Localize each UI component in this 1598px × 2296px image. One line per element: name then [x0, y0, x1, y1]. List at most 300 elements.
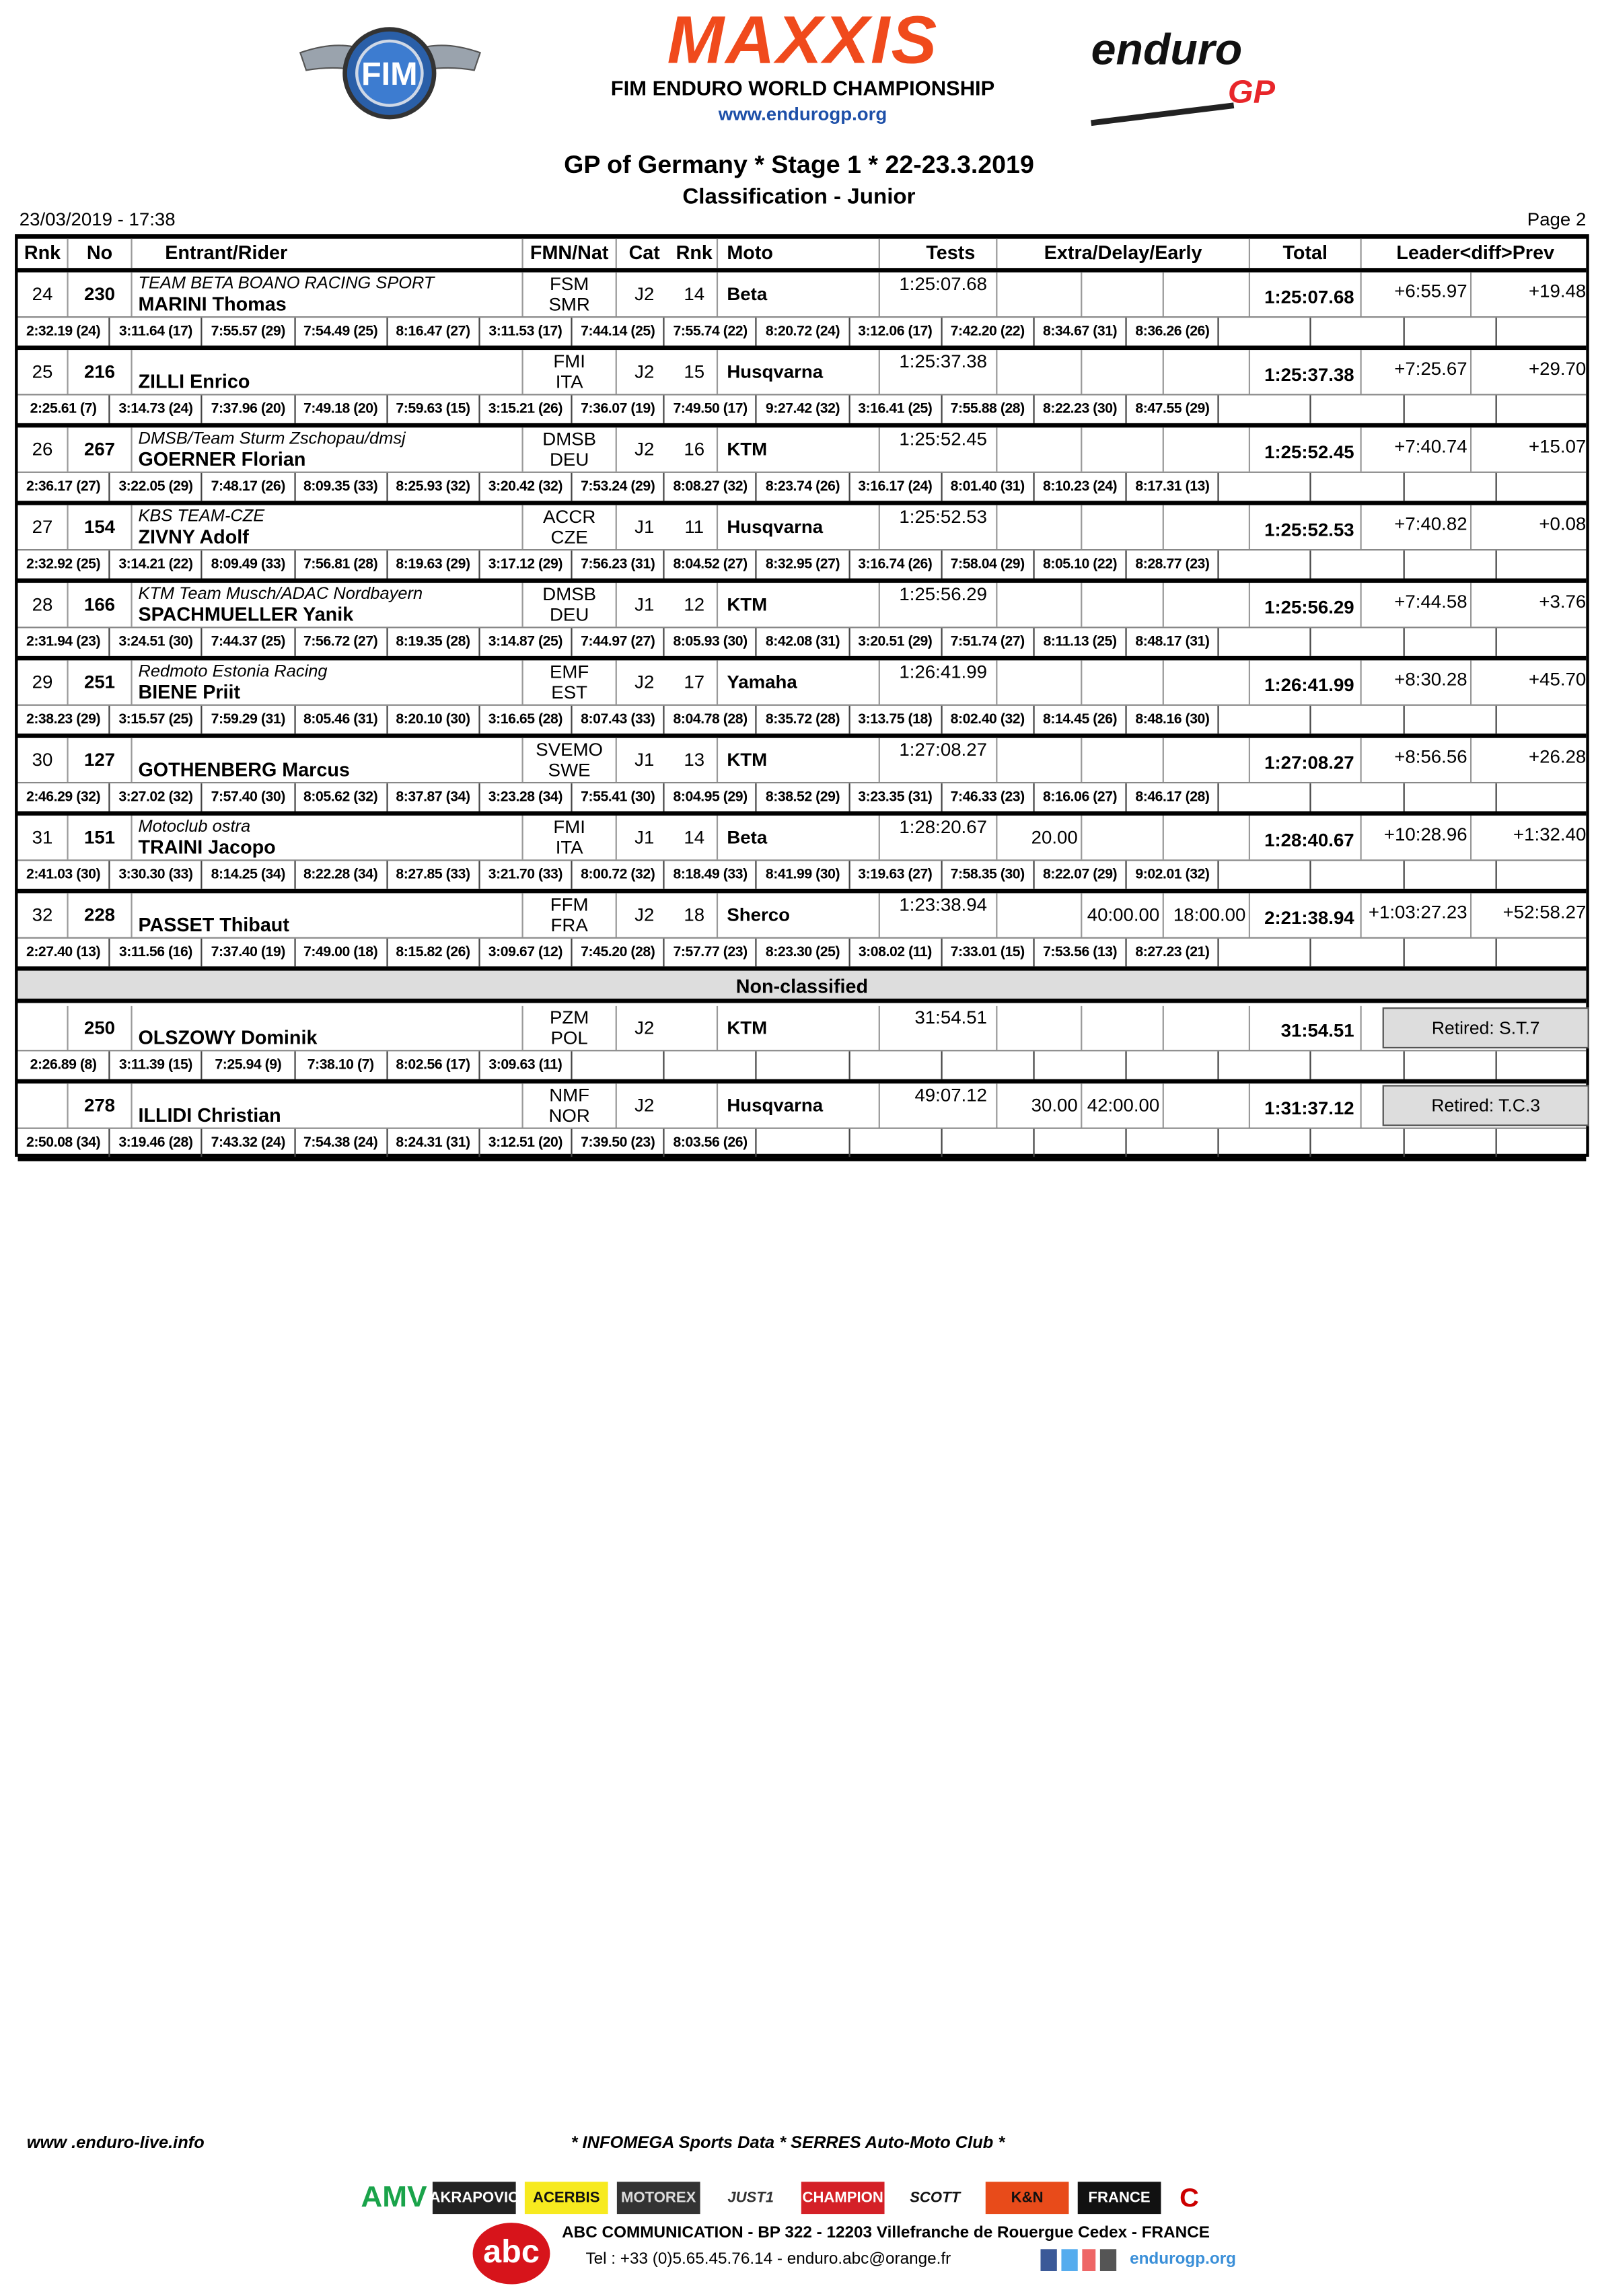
cell-extra1: [1082, 1083, 1164, 1127]
page-subtitle: Classification - Junior: [682, 184, 916, 210]
split-time: 8:05.62 (32): [295, 783, 388, 811]
status-badge: Retired: S.T.7: [1383, 1007, 1589, 1048]
nationality: ITA: [555, 837, 583, 859]
split-time: 2:25.61 (7): [18, 396, 110, 423]
federation: DMSB: [542, 429, 597, 450]
split-time: 7:56.81 (28): [295, 550, 388, 578]
split-time: [1219, 1129, 1311, 1157]
federation: ACCR: [543, 506, 596, 528]
cell-fmn: [523, 427, 617, 471]
rider-main-row: [18, 350, 1587, 395]
cell-fmn: [523, 350, 617, 394]
cell-leader: [1362, 427, 1472, 471]
value-no: 127: [83, 750, 116, 770]
rider-entry: [18, 893, 1587, 970]
split-time: 7:49.50 (17): [665, 396, 757, 423]
value-leader: +10:28.96: [1383, 824, 1467, 845]
cell-rnk: [18, 660, 69, 704]
value-cat_rnk: 17: [684, 672, 705, 693]
value-cat: J2: [634, 361, 655, 382]
split-time: 7:53.24 (29): [573, 473, 665, 501]
split-time: 3:30.30 (33): [110, 861, 203, 888]
cell-total: [1250, 816, 1362, 859]
cell-no: [69, 273, 133, 316]
cell-moto: [718, 1006, 880, 1050]
cell-moto: [718, 583, 880, 626]
split-time: 8:24.31 (31): [388, 1129, 480, 1157]
twitter-icon[interactable]: [1061, 2249, 1077, 2271]
cell-cat_rnk: [672, 1006, 718, 1050]
social-icons: [1041, 2249, 1117, 2271]
split-time: 2:32.19 (24): [18, 318, 110, 345]
cell-cat: [617, 583, 672, 626]
value-extra0: 20.00: [1031, 827, 1078, 848]
value-rnk: 29: [32, 672, 53, 693]
rider-entry: [18, 350, 1587, 427]
value-rnk: 27: [32, 517, 53, 538]
value-leader: +1:03:27.23: [1368, 902, 1467, 923]
rider-main-row: [18, 505, 1587, 550]
split-time: 8:04.95 (29): [665, 783, 757, 811]
split-time: [1404, 550, 1496, 578]
cell-cat: [617, 660, 672, 704]
split-time: 3:23.28 (34): [480, 783, 572, 811]
instagram-icon[interactable]: [1100, 2249, 1116, 2271]
split-time: 7:54.49 (25): [295, 318, 388, 345]
federation: PZM: [549, 1007, 589, 1028]
value-rnk: 28: [32, 594, 53, 615]
cell-cat: [617, 273, 672, 316]
cell-prev: [1472, 738, 1589, 782]
value-leader: +6:55.97: [1394, 281, 1467, 302]
split-time: 7:51.74 (27): [942, 629, 1034, 656]
split-time: 7:59.63 (15): [388, 396, 480, 423]
split-times-row: [18, 861, 1587, 888]
team-name: Motoclub ostra: [138, 818, 251, 836]
cell-cat: [617, 1083, 672, 1127]
col-tests: Tests: [880, 239, 998, 268]
col-entrant: Entrant/Rider: [133, 239, 523, 268]
rider-name: ZILLI Enrico: [138, 370, 250, 393]
value-leader: +8:30.28: [1394, 669, 1467, 690]
split-time: 3:17.12 (29): [480, 550, 572, 578]
cell-cat_rnk: [672, 738, 718, 782]
cell-moto: [718, 893, 880, 937]
value-moto: Husqvarna: [727, 361, 824, 382]
federation: EMF: [549, 661, 589, 683]
split-time: 3:15.21 (26): [480, 396, 572, 423]
rider-main-row: [18, 427, 1587, 472]
split-time: 2:46.29 (32): [18, 783, 110, 811]
split-time: 9:02.01 (32): [1127, 861, 1219, 888]
split-time: 8:27.23 (21): [1127, 939, 1219, 966]
value-prev: +3.76: [1539, 591, 1587, 612]
split-time: 7:55.88 (28): [942, 396, 1034, 423]
split-time: 3:11.39 (15): [110, 1051, 203, 1079]
value-extra2: 18:00.00: [1173, 904, 1246, 926]
cell-moto: [718, 505, 880, 549]
tests-time: 1:28:20.67: [899, 817, 987, 838]
cell-total: [1250, 1083, 1362, 1127]
cell-no: [69, 660, 133, 704]
col-rnk: Rnk: [18, 239, 69, 268]
split-time: 3:14.21 (22): [110, 550, 203, 578]
split-time: 3:09.63 (11): [480, 1051, 572, 1079]
split-time: [1496, 861, 1589, 888]
federation: SVEMO: [536, 739, 604, 760]
value-cat: J2: [634, 439, 655, 460]
cell-total: [1250, 583, 1362, 626]
cell-no: [69, 738, 133, 782]
split-time: 7:55.74 (22): [665, 318, 757, 345]
page-title: GP of Germany * Stage 1 * 22-23.3.2019: [564, 151, 1034, 179]
split-time: 8:25.93 (32): [388, 473, 480, 501]
cell-extra2: [1164, 1006, 1250, 1050]
col-fmn: FMN/Nat: [523, 239, 617, 268]
split-time: [1035, 1129, 1127, 1157]
cell-moto: [718, 427, 880, 471]
split-time: 8:01.40 (31): [942, 473, 1034, 501]
split-time: [1404, 473, 1496, 501]
facebook-icon[interactable]: [1041, 2249, 1057, 2271]
cell-leader: [1362, 505, 1472, 549]
rider-name: PASSET Thibaut: [138, 913, 289, 936]
value-cat_rnk: 14: [684, 827, 705, 848]
split-time: [1127, 1129, 1219, 1157]
fim-logo-text: FIM: [361, 56, 418, 93]
rider-name: MARINI Thomas: [138, 293, 287, 315]
split-time: 3:09.67 (12): [480, 939, 572, 966]
sponsor-logo: JUST1: [709, 2182, 793, 2214]
value-rnk: 26: [32, 439, 53, 460]
team-name: KBS TEAM-CZE: [138, 508, 265, 526]
cell-prev: [1472, 893, 1589, 937]
value-total: 1:25:52.53: [1264, 519, 1354, 540]
split-time: 8:22.07 (29): [1035, 861, 1127, 888]
cell-cat_rnk: [672, 505, 718, 549]
value-moto: KTM: [727, 750, 768, 770]
split-time: 8:14.45 (26): [1035, 706, 1127, 733]
split-time: 7:53.56 (13): [1035, 939, 1127, 966]
split-time: 7:54.38 (24): [295, 1129, 388, 1157]
split-time: 7:39.50 (23): [573, 1129, 665, 1157]
nationality: SMR: [548, 294, 590, 315]
rider-entry: [18, 273, 1587, 350]
split-times-row: [18, 1051, 1587, 1079]
cell-moto: [718, 816, 880, 859]
value-rnk: 25: [32, 361, 53, 382]
rider-entry: [18, 738, 1587, 816]
split-time: 8:35.72 (28): [757, 706, 849, 733]
value-no: 278: [83, 1095, 116, 1116]
nationality: NOR: [548, 1105, 590, 1126]
cell-cat_rnk: [672, 893, 718, 937]
split-time: [1496, 939, 1589, 966]
split-time: 8:10.23 (24): [1035, 473, 1127, 501]
cell-extra0: [997, 350, 1082, 394]
cell-fmn: [523, 1083, 617, 1127]
cell-prev: [1472, 505, 1589, 549]
abc-site-link[interactable]: endurogp.org: [1130, 2250, 1237, 2268]
split-time: 7:42.20 (22): [942, 318, 1034, 345]
split-time: 7:57.40 (30): [203, 783, 295, 811]
split-time: 8:32.95 (27): [757, 550, 849, 578]
rider-main-row: [18, 583, 1587, 628]
split-times-row: [18, 473, 1587, 501]
rider-entry: [18, 583, 1587, 660]
split-time: 7:38.10 (7): [295, 1051, 388, 1079]
cell-total: [1250, 738, 1362, 782]
split-time: 8:05.46 (31): [295, 706, 388, 733]
col-cat-rnk: Rnk: [672, 239, 718, 268]
cell-total: [1250, 350, 1362, 394]
cell-tests: [880, 427, 998, 471]
cell-cat: [617, 1006, 672, 1050]
rider-name: SPACHMUELLER Yanik: [138, 603, 354, 626]
rider-name: GOERNER Florian: [138, 447, 306, 470]
value-prev: +19.48: [1529, 281, 1587, 302]
cell-extra0: [997, 1083, 1082, 1127]
team-name: Redmoto Estonia Racing: [138, 663, 328, 681]
sponsor-logo: SCOTT: [894, 2182, 977, 2214]
rider-entry: [18, 816, 1587, 893]
value-prev: +52:58.27: [1502, 902, 1587, 923]
split-time: 8:19.63 (29): [388, 550, 480, 578]
cell-fmn: [523, 893, 617, 937]
cell-cat_rnk: [672, 273, 718, 316]
split-time: [942, 1129, 1034, 1157]
split-time: 3:21.70 (33): [480, 861, 572, 888]
split-times-row: [18, 396, 1587, 423]
split-time: 8:38.52 (29): [757, 783, 849, 811]
cell-entrant: [133, 505, 523, 549]
cell-extra1: [1082, 427, 1164, 471]
value-moto: KTM: [727, 594, 768, 615]
value-moto: Sherco: [727, 904, 791, 926]
team-name: DMSB/Team Sturm Zschopau/dmsj: [138, 430, 406, 448]
split-time: [850, 1051, 942, 1079]
split-time: [1219, 706, 1311, 733]
split-time: 3:14.87 (25): [480, 629, 572, 656]
non-classified-entry: [18, 1006, 1587, 1083]
cell-prev: [1472, 273, 1589, 316]
split-time: 3:11.53 (17): [480, 318, 572, 345]
value-cat_rnk: 18: [684, 904, 705, 926]
split-time: 8:19.35 (28): [388, 629, 480, 656]
split-time: 8:16.47 (27): [388, 318, 480, 345]
cell-extra0: [997, 816, 1082, 859]
split-time: 8:22.28 (34): [295, 861, 388, 888]
value-no: 151: [83, 827, 116, 848]
value-total: 1:25:56.29: [1264, 597, 1354, 618]
cell-entrant: [133, 350, 523, 394]
split-time: [1404, 783, 1496, 811]
split-time: 7:55.41 (30): [573, 783, 665, 811]
tests-time: 1:25:37.38: [899, 351, 987, 372]
cell-cat_rnk: [672, 583, 718, 626]
cell-tests: [880, 583, 998, 626]
cell-tests: [880, 738, 998, 782]
split-time: 7:44.97 (27): [573, 629, 665, 656]
value-total: 1:25:07.68: [1264, 287, 1354, 308]
cell-leader: [1362, 893, 1472, 937]
split-time: [1127, 1051, 1219, 1079]
split-time: [1404, 1051, 1496, 1079]
split-time: 2:50.08 (34): [18, 1129, 110, 1157]
rider-main-row: [18, 1083, 1587, 1128]
split-time: [1312, 318, 1404, 345]
value-cat: J2: [634, 672, 655, 693]
cell-no: [69, 350, 133, 394]
rider-entry: [18, 505, 1587, 583]
split-time: 8:14.25 (34): [203, 861, 295, 888]
tests-time: 1:25:52.45: [899, 429, 987, 450]
cell-rnk: [18, 427, 69, 471]
footer-credits: * INFOMEGA Sports Data * SERRES Auto-Moto Club *: [571, 2134, 1005, 2153]
split-time: 7:58.35 (30): [942, 861, 1034, 888]
rider-main-row: [18, 1006, 1587, 1051]
split-time: 8:37.87 (34): [388, 783, 480, 811]
split-time: 8:07.43 (33): [573, 706, 665, 733]
cell-extra1: [1082, 893, 1164, 937]
cell-entrant: [133, 738, 523, 782]
split-time: 2:27.40 (13): [18, 939, 110, 966]
value-rnk: 32: [32, 904, 53, 926]
rider-name: TRAINI Jacopo: [138, 836, 276, 859]
value-total: 31:54.51: [1280, 1020, 1354, 1042]
split-time: [1404, 1129, 1496, 1157]
cell-total: [1250, 1006, 1362, 1050]
split-time: [1219, 939, 1311, 966]
col-cat: Cat: [628, 242, 660, 264]
print-datetime: 23/03/2019 - 17:38: [19, 209, 176, 230]
split-time: 8:47.55 (29): [1127, 396, 1219, 423]
split-time: 8:00.72 (32): [573, 861, 665, 888]
sponsor-logo: AMV: [361, 2181, 427, 2214]
sponsor-logo: MOTOREX: [617, 2182, 700, 2214]
nationality: POL: [550, 1028, 588, 1049]
split-time: 7:49.00 (18): [295, 939, 388, 966]
federation: FFM: [550, 894, 589, 916]
value-cat_rnk: 16: [684, 439, 705, 460]
split-times-row: [18, 706, 1587, 733]
cell-extra0: [997, 583, 1082, 626]
cell-moto: [718, 350, 880, 394]
split-time: [1404, 939, 1496, 966]
cell-moto: [718, 738, 880, 782]
split-time: 8:04.78 (28): [665, 706, 757, 733]
federation: FSM: [549, 273, 589, 295]
cell-rnk: [18, 1083, 69, 1127]
cell-extra2: [1164, 350, 1250, 394]
cell-leader: [1362, 738, 1472, 782]
split-time: [1219, 550, 1311, 578]
svg-text:GP: GP: [1227, 73, 1276, 110]
value-moto: KTM: [727, 439, 768, 460]
split-time: 3:27.02 (32): [110, 783, 203, 811]
cell-fmn: [523, 738, 617, 782]
value-prev: +26.28: [1529, 746, 1587, 768]
cell-leader: [1362, 660, 1472, 704]
cell-extra0: [997, 660, 1082, 704]
cell-entrant: [133, 660, 523, 704]
split-time: 8:23.74 (26): [757, 473, 849, 501]
cell-no: [69, 1083, 133, 1127]
split-time: 7:58.04 (29): [942, 550, 1034, 578]
maxxis-logo: MAXXIS FIM ENDURO WORLD CHAMPIONSHIP www.endurogp.org: [610, 1, 995, 124]
tests-time: 1:26:41.99: [899, 661, 987, 683]
value-total: 1:25:37.38: [1264, 364, 1354, 386]
value-moto: Beta: [727, 827, 768, 848]
cell-extra2: [1164, 660, 1250, 704]
nationality: CZE: [550, 527, 588, 548]
value-cat_rnk: 13: [684, 750, 705, 770]
split-time: 9:27.42 (32): [757, 396, 849, 423]
value-prev: +1:32.40: [1513, 824, 1587, 845]
cell-no: [69, 505, 133, 549]
cell-extra1: [1082, 816, 1164, 859]
cell-extra0: [997, 505, 1082, 549]
sponsor-logo: CHAMPION: [801, 2182, 885, 2214]
split-time: 8:09.35 (33): [295, 473, 388, 501]
cell-tests: [880, 1006, 998, 1050]
split-time: 8:05.10 (22): [1035, 550, 1127, 578]
team-name: KTM Team Musch/ADAC Nordbayern: [138, 585, 423, 604]
tests-time: 1:23:38.94: [899, 894, 987, 916]
cell-extra2: [1164, 1083, 1250, 1127]
col-total: Total: [1250, 239, 1362, 268]
value-leader: +7:40.74: [1394, 436, 1467, 457]
nationality: ITA: [555, 371, 583, 393]
split-time: 8:42.08 (31): [757, 629, 849, 656]
fim-logo: [297, 20, 483, 126]
sponsor-logo: AKRAPOVIC: [433, 2182, 516, 2214]
value-no: 154: [83, 517, 116, 538]
split-time: [1312, 550, 1404, 578]
value-rnk: 30: [32, 750, 53, 770]
cell-fmn: [523, 583, 617, 626]
split-time: 8:20.10 (30): [388, 706, 480, 733]
cell-prev: [1472, 660, 1589, 704]
split-time: [1219, 318, 1311, 345]
cell-leader: [1362, 816, 1472, 859]
value-cat: J2: [634, 1095, 655, 1116]
cell-entrant: [133, 1083, 523, 1127]
split-time: 3:24.51 (30): [110, 629, 203, 656]
value-no: 250: [83, 1017, 116, 1038]
value-total: 1:28:40.67: [1264, 830, 1354, 851]
cell-leader: [1362, 273, 1472, 316]
value-extra1: 42:00.00: [1087, 1095, 1160, 1116]
split-time: [1496, 396, 1589, 423]
split-time: [1312, 1129, 1404, 1157]
cell-cat_rnk: [672, 427, 718, 471]
cell-rnk: [18, 583, 69, 626]
split-time: [850, 1129, 942, 1157]
cell-no: [69, 1006, 133, 1050]
rider-name: ILLIDI Christian: [138, 1104, 281, 1126]
cell-no: [69, 816, 133, 859]
split-time: [1496, 1051, 1589, 1079]
cell-extra1: [1082, 273, 1164, 316]
value-total: 1:26:41.99: [1264, 675, 1354, 696]
value-prev: +29.70: [1529, 359, 1587, 380]
value-no: 267: [83, 439, 116, 460]
rider-main-row: [18, 660, 1587, 705]
non-classified-header: Non-classified: [18, 971, 1587, 1003]
split-time: [757, 1051, 849, 1079]
youtube-icon[interactable]: [1082, 2249, 1095, 2271]
